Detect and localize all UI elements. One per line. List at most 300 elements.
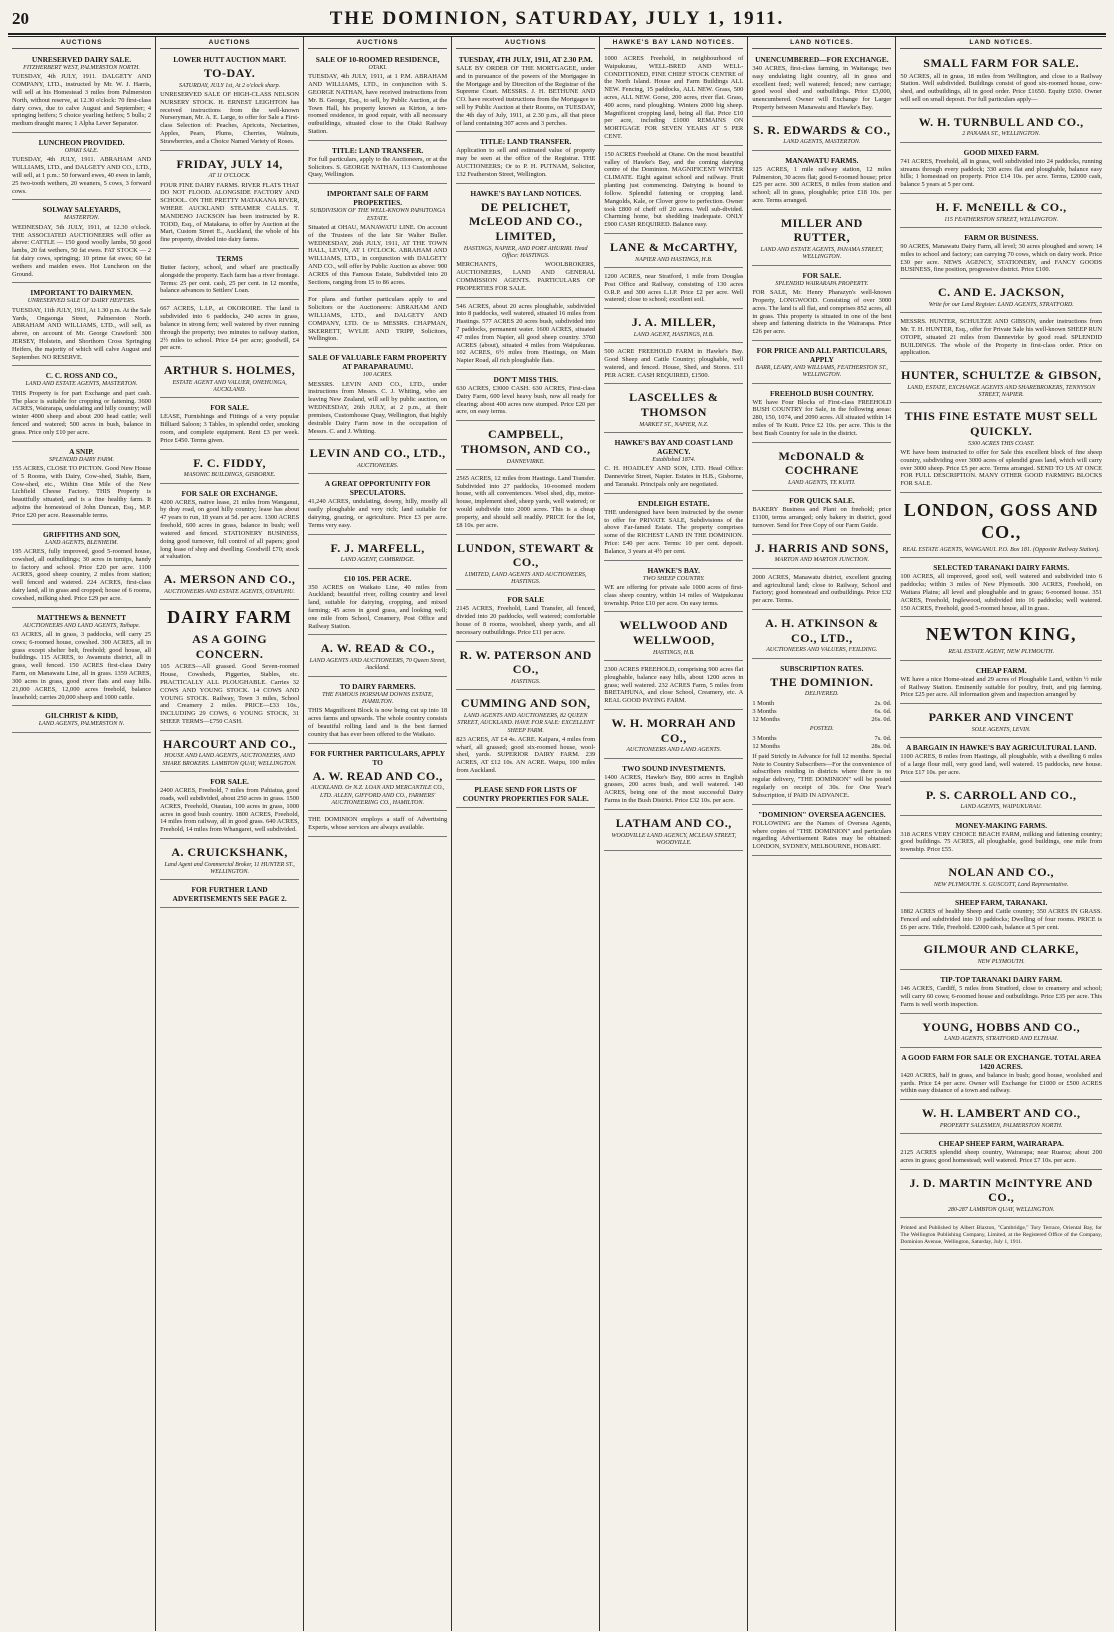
column-7 [896, 37, 1106, 1631]
column-heading: HAWKE'S BAY LAND NOTICES. [604, 39, 743, 49]
advertisement [604, 311, 743, 343]
ad-subheading: AUCTIONEERS AND LAND AGENTS, Taihape. [23, 622, 140, 629]
ad-advertiser-name: THIS FINE ESTATE MUST SELL QUICKLY. [904, 409, 1098, 439]
ad-subheading: SUBDIVISION OF THE WELL-KNOWN PAPAITONGA ESTATE. [310, 208, 446, 222]
ad-subheading: BARR, LEARY, AND WILLIAMS, FEATHERSTON ST., WELLINGTON. [755, 365, 888, 379]
advertisement [752, 386, 891, 443]
ad-heading: "DOMINION" OVERSEA AGENCIES. [758, 809, 886, 819]
ad-body-text: Situated at OHAU, MANAWATU LINE. On account of the Trustees of the late Sir Walter Buller. WEDNESDAY, 26th JULY, 1911, AT THE TOWN HALL, LEVIN, AT 1 O'CLOCK. ABRAHAM AND WILLIAMS, LTD., in conjunction with DALGETY AND CO., will offer by Public Auction as above: 900 ACRES of this Famous Estate, Subdivided into 20 Sections, ranging from 15 to 86 acres. [308, 223, 448, 286]
advertisement [900, 972, 1102, 1013]
advertisement [900, 145, 1102, 194]
ad-advertiser-name: J. HARRIS AND SONS, [754, 540, 889, 555]
ad-subheading: OPAKI SALE. [64, 147, 99, 154]
ad-body-text: 2000 ACRES, Manawatu district, excellent grazing and agricultural land; close to Railway, School and Factory; good homestead and outbuildings. Price £32 per acre. Terms. [752, 573, 892, 605]
advertisement [900, 111, 1102, 143]
ad-heading: MANAWATU FARMS. [785, 155, 859, 165]
advertisement [160, 153, 299, 249]
ad-body-text: TUESDAY, 11th JULY, 1911, At 1.30 p.m. At the Sale Yards, Ongaonga Street, Palmerston North. ABRAHAM AND WILLIAMS, LTD., will sell, as above, on account of Mr. George Crawford: 300 JERSEY, Holstein, and Shorthorn Cross Springing Heifers, the majority of which will calve August and September. NO RESERVE. [12, 306, 152, 361]
rate-period: 3 Months [752, 735, 777, 743]
ad-heading: GILCHRIST & KIDD, [45, 711, 118, 721]
ad-advertiser-name: MILLER AND RUTTER, [780, 215, 863, 245]
ad-advertiser-name: FRIDAY, JULY 14, [176, 156, 283, 171]
ad-advertiser-name: LUNDON, STEWART & CO., [456, 540, 595, 570]
ad-subheading: SPLENDID DAIRY FARM. [49, 456, 114, 463]
ad-advertiser-name: HARCOURT AND CO., [162, 736, 297, 751]
advertisement [160, 882, 299, 908]
ad-body-text: 2400 ACRES, Freehold, 7 miles from Pahiatua, good roads, well subdivided, about 250 acres in grass. 1500 ACRES, Freehold, Otautau, 100 acres in grass, 1000 acres in good bush country. 1800 ACRES, Freehold, 14 miles from railway, all in good grass. 640 ACRES, Freehold, 14 miles from Whangarei, well subdivided. [160, 787, 300, 834]
advertisement [900, 706, 1102, 738]
advertisement [160, 452, 299, 484]
ad-advertiser-name: F. J. MARFELL, [330, 540, 425, 555]
ad-body-text: MERCHANTS, WOOLBROKERS, AUCTIONEERS, LAND AND GENERAL COMMISSION AGENTS. PARTICULARS OF PROPERTIES FOR SALE. [456, 261, 596, 292]
ad-subheading: ESTATE AGENT AND VALUER, ONEHUNGA, AUCKLAND. [172, 379, 287, 394]
advertisement [308, 537, 447, 569]
ad-heading: CHEAP SHEEP FARM, WAIRARAPA. [938, 1139, 1064, 1149]
ad-body-text: WE have a nice Home-stead and 29 acres of Ploughable Land, within ½ mile of Railway Station. Eminently suitable for poultry, fruit, and pig farming. Price £25 per acre. All information given and inspection arranged by [900, 675, 1103, 699]
advertisement [900, 230, 1102, 279]
ad-heading: IMPORTANT TO DAIRYMEN. [30, 288, 133, 298]
ad-body-text: 2565 ACRES, 12 miles from Hastings. Land Transfer. Subdivided into 27 paddocks, 10-roomed modern house, with all conveniences. Wool shed, dip, motor-house, implement shed, sheep yards, well watered; or would subdivide into 2000 acres. This is a cheap property, and should sell readily. PRICE for the lot, £8 10s. per acre. [456, 474, 596, 529]
ad-heading: HAWKE'S BAY. [647, 565, 700, 575]
advertisement [900, 560, 1102, 617]
ad-subheading: PROPERTY SALESMEN, PALMERSTON NORTH. [939, 1122, 1063, 1129]
ad-heading: SUBSCRIPTION RATES. [780, 663, 864, 673]
ad-subheading: LAND AGENTS, MASTERTON. [783, 139, 861, 146]
ad-body-text: 667 ACRES, L.I.P., at OKOROIRE. The land is subdivided into 6 paddocks, 240 acres in grass, balance in strong fern; well watered by river running through the property; two minutes to railway station, 2½ miles to school. Price £4 per acre; goodwill, £4 per acre. [160, 305, 300, 352]
ad-body-text: C. H. HOADLEY AND SON, LTD. Head Office: Dannevirke Street, Napier. Estates in H.B., Gisborne, and Taranaki. Principals only are negotiated. [604, 465, 744, 488]
advertisement [604, 435, 743, 494]
advertisement [752, 343, 891, 384]
advertisement [308, 186, 447, 291]
rate-price: 7s. 0d. [874, 735, 892, 743]
ad-subheading: FITZHERBERT WEST, PALMERSTON NORTH. [23, 64, 140, 71]
ad-body-text: THE DOMINION employs a staff of Advertising Experts, whose services are always available. [308, 816, 448, 832]
advertisement [160, 486, 299, 567]
advertisement [900, 895, 1102, 936]
advertisement [900, 1016, 1102, 1048]
ad-heading: FOR FURTHER PARTICULARS, APPLY TO [310, 748, 446, 767]
ad-heading: HAWKE'S BAY AND COAST LAND AGENCY. [614, 437, 733, 456]
ad-subheading: 100 ACRES. [362, 372, 393, 379]
column-heading: AUCTIONS [308, 39, 447, 49]
ad-body-text: 546 ACRES, about 20 acres ploughable, subdivided into 8 paddocks, well watered, situated 16 miles from Hastings. 577 ACRES 20 acres bush, subdivided into 7 paddocks, permanent water. 1600 ACRES, situated 47 miles from Napier, all good sheep country. 3760 ACRES (about), situated 4 miles from Waipukurau. 102 ACRES, 6½ miles from Hastings, on Main Napier Road, all rich ploughable flats. [456, 302, 596, 365]
ad-subheading: AUCTIONEERS AND VALUERS, FEILDING. [766, 647, 878, 654]
ad-body-text: 350 ACRES on Waikato Line, 40 miles from Auckland; beautiful river, rolling country and level land, suitable for dairying, cropping, and mixed farming; 45 acres in good grass, and looking well; one mile from School, Creamery, Post Office and Railway Station. [308, 583, 448, 630]
ad-body-text: MESSRS. LEVIN AND CO., LTD., under instructions from Messrs. C. J. Whiting, who are leaving New Zealand, will sell by public auction, on WEDNESDAY, 26th JULY, at 2 p.m., at their premises, Customhouse Quay, Wellington, that highly desirable Dairy Farm now in the occupation of Messrs. C. and J. Whiting. [308, 380, 448, 435]
advertisement [900, 619, 1102, 660]
ad-subheading: WOODVILLE LAND AGENCY, MCLEAN STREET, WOODVILLE. [611, 832, 737, 846]
column-heading: LAND NOTICES. [900, 39, 1102, 49]
ad-body-text: FOUR FINE DAIRY FARMS. RIVER FLATS THAT DO NOT FLOOD. ALONGSIDE FACTORY AND SCHOOL. ON THE PRETTY MATAKANA RIVER, WHERE AUCKLAND STEAMER CALLS. T. MANDENO JACKSON has been instructed by R. TODD, Esq., of Matakana, to offer by Auction at the Mart, Custom Street E., Auckland, the whole of his fine property, divided into dairy farms. [160, 181, 300, 244]
advertisement [900, 663, 1102, 704]
advertisement [12, 285, 151, 366]
ad-subheading: LAND AGENTS, TE KUITI. [788, 479, 856, 486]
subscription-rates-posted [752, 735, 891, 751]
advertisement [456, 472, 595, 535]
advertisement [308, 476, 447, 534]
rate-price: 6s. 6d. [874, 708, 892, 716]
advertisement [900, 281, 1102, 313]
ad-advertiser-name: AS A GOING CONCERN. [192, 632, 268, 661]
advertisement [900, 784, 1102, 816]
advertisement [160, 359, 299, 398]
ad-subheading: AUCTIONEERS. [357, 462, 399, 469]
advertisement [160, 251, 299, 300]
ad-subheading: HASTINGS, NAPIER, AND PORT AHURIRI. Head Office: HASTINGS. [463, 245, 588, 259]
ad-subheading: DELIVERED. [804, 691, 839, 698]
ad-advertiser-name: McDONALD & COCHRANE [778, 448, 866, 478]
advertisement [604, 563, 743, 613]
rates-posted-label: POSTED. [809, 725, 834, 732]
ad-heading: FOR SALE. [802, 270, 842, 280]
column-heading: LAND NOTICES. [752, 39, 891, 49]
ad-heading: TIP-TOP TARANAKI DAIRY FARM. [940, 975, 1063, 985]
ad-heading: UNRESERVED DAIRY SALE. [31, 54, 132, 64]
advertisement [12, 135, 151, 200]
ad-body-text: WEDNESDAY, 5th JULY, 1911, at 12.30 o'clock. THE ASSOCIATED AUCTIONEERS will offer as above: CATTLE — 150 good woolly lambs, 50 good lambs, 20 fat wethers, 50 fat ewes. FAT STOCK — 2 fat dairy cows, springing; 10 prime fat ewes; 60 fat wethers and maiden ewes. Hot Luncheon on the Ground. [12, 223, 152, 278]
ad-subheading: AT 11 O'CLOCK. [208, 173, 251, 180]
ad-advertiser-name: W. H. MORRAH AND CO., [611, 716, 737, 745]
ad-advertiser-name: J. A. MILLER, [631, 315, 716, 330]
ad-heading: SOLWAY SALEYARDS, [42, 205, 121, 215]
advertisement [12, 527, 151, 608]
ad-advertiser-name: H. F. McNEILL & CO., [935, 200, 1067, 215]
ad-subheading: LAND AGENTS, PALMERSTON N. [38, 721, 125, 728]
ad-body-text: 2125 ACRES splendid sheep country, Wairarapa; near Ruaroa; about 200 acres in grass; good homestead; well watered. Price £7 10s. per acre. [900, 1149, 1103, 1164]
ad-subheading: 115 FEATHERSTON STREET, WELLINGTON. [944, 216, 1059, 223]
advertisement [604, 614, 743, 661]
ad-body-text: 105 ACRES—All grassed. Good Seven-roomed House, Cowsheds, Piggeries, Stables, etc. PRACTICALLY ALL PLOUGHABLE. Carries 32 COWS AND YOUNG STOCK. 14 COWS AND YOUNG STOCK. Railway, Town 3 miles, School and Creamery 2 miles. PRICE—£33 10s., INCLUDING 29 COWS, 6 YOUNG STOCK, 31 SHEEP. TERMS—£750 CASH. [160, 663, 300, 725]
ad-advertiser-name: CUMMING AND SON, [460, 696, 591, 711]
ad-subheading: LAND AND ESTATE AGENTS, MASTERTON. [25, 381, 138, 388]
rate-row [752, 735, 891, 743]
ad-body-text: TUESDAY, 4th JULY, 1911. DALGETY AND COMPANY, LTD., instructed by Mr. W. J. Harris, will sell at his Homestead 3 miles from Palmerston North, without reserve, at 12.30 o'clock: 70 first-class dairy cows, due to calve August and September; 4 springing heifers; 5 choice yearling heifers; 5 bulls; 2 medium draught mares; 1 Alpha Lever Separator. [12, 73, 152, 128]
ad-subheading: 2 PANAMA ST., WELLINGTON. [962, 131, 1041, 138]
ad-advertiser-name: ARTHUR S. HOLMES, [163, 363, 296, 378]
advertisement [900, 52, 1102, 109]
ad-subheading: UNRESERVED SALE OF DAIRY HEIFERS. [27, 298, 136, 305]
ad-body-text: 4200 ACRES, native lease, 21 miles from Wanganui, by dray road, on good hilly country; lease has about 47 years to run, 18 years at 5d. per acre. 1300 ACRES freehold, 600 acres in grass, balance in bush; well watered and fenced. STATIONERY BUSINESS, doing good turnover, full control of all papers; good long lease of shop and dwelling. Goodwill £70; stock at valuation. [160, 498, 300, 561]
ad-body-text: 2145 ACRES, Freehold, Land Transfer, all fenced, divided into 20 paddocks, well watered; comfortable house of 8 rooms, woolshed, sheep yards, and all necessary outbuildings. Price £11 per acre. [456, 605, 596, 636]
ad-body-text: 823 ACRES, AT £4 4s. ACRE. Kaipara, 4 miles from wharf, all grassed; good six-roomed house, wool-shed, yards. SUPERIOR DAIRY FARM. 239 ACRES, AT £12 10s. AN ACRE. Waipu, 100 miles from Auckland. [456, 735, 596, 775]
ad-heading: FOR QUICK SALE. [789, 496, 855, 506]
advertisement [900, 740, 1102, 781]
ad-body-text: THIS Property is for part Exchange and part cash. The place is suitable for cropping or fattening. 3600 ACRES, Wairarapa, undulating and hilly country; will winter 4000 sheep and about 200 head cattle; well fenced and watered; 500 acres in bush, balance in grass. Price only £10 per acre. [12, 389, 152, 436]
ad-subheading: 5300 ACRES THIS COAST. [967, 440, 1035, 447]
advertisement [308, 350, 447, 440]
advertisement [900, 196, 1102, 228]
advertisement [752, 52, 891, 117]
ad-display-heading: DAIRY FARM [167, 607, 293, 628]
advertisement [456, 782, 595, 808]
ad-body-text: SALE BY ORDER OF THE MORTGAGEE, under and in pursuance of the powers of the Mortgagee in the Mortgage and by Direction of the Registrar of the Supreme Court. MESSRS. J. H. BETHUNE AND CO. have received instructions from the Mortgagee to sell by Public Auction at their Rooms, on TUESDAY, the 4th day of July, 1911, at 2.30 p.m., all that piece of land containing 307 acres and 3 perches. [456, 64, 596, 127]
ad-body-text: 1200 ACRES, near Stratford, 1 mile from Douglas Post Office and Railway, consisting of 130 acres O.R.P. and 300 acres L.I.P. Price £2 per acre. Well watered; close to school; excellent soil. [604, 272, 744, 304]
ad-subheading: Established 1874. [652, 456, 696, 463]
ad-subheading: OTAKI. [368, 64, 387, 71]
ad-heading: A BARGAIN IN HAWKE'S BAY AGRICULTURAL LAND. [906, 743, 1097, 753]
rate-row [752, 716, 891, 724]
ad-heading: A GREAT OPPORTUNITY FOR SPECULATORS. [324, 479, 431, 498]
ad-body-text: 1000 ACRES Freehold, in neighbourhood of Waipukurau, WELL-BRED AND WELL-CONDITIONED, FINE CHIEF STOCK CENTRE of the North Island. House and Farm Buildings ALL NEW. Fencing, 15 paddocks, ALL NEW. Grass, 500 acres, ALL NEW. Gorse, 200 acres, river flat. Grass, 400 acres, rand ploughing. Winters 2000 big sheep. Magnificent cropping land, being all flat. Price £10 per acre, including £1000 REMAINS ON MORTGAGE FOR SEVEN YEARS AT 5 PER CENT. [604, 54, 744, 141]
ad-subheading: REAL ESTATE AGENT, NEW PLYMOUTH. [948, 649, 1055, 656]
advertisement [160, 302, 299, 357]
ad-heading: LOWER HUTT AUCTION MART. [173, 54, 286, 64]
ad-heading: FOR FURTHER LAND ADVERTISEMENTS SEE PAGE 2. [172, 885, 287, 904]
ad-body-text: 125 ACRES, 1 mile railway station, 12 miles Palmerston, 30 acres flat; good 6-roomed house; price £25 per acre. 300 ACRES, 8 miles from station and school; all in grass, ploughable; price £18 10s. per acre. Terms arranged. [752, 165, 892, 205]
advertisement [456, 423, 595, 470]
advertisement [456, 134, 595, 183]
ad-heading: FOR SALE OR EXCHANGE. [181, 488, 278, 498]
ad-advertiser-name: TO-DAY. [203, 65, 256, 80]
advertisement [308, 143, 447, 184]
advertisement [900, 1050, 1102, 1101]
ad-advertiser-name: F. C. FIDDY, [193, 455, 266, 470]
rate-price: 2s. 0d. [874, 700, 892, 708]
ad-body-text: 50 ACRES, all in grass, 18 miles from Wellington, and close to a Railway Station. Well subdivided. Buildings consist of good six-roomed house, cow-shed, and outbuildings, all in good order. Price £1650. Equity £650. Owner will sell on small deposit. For full particulars apply— [900, 72, 1103, 103]
ad-advertiser-name: W. H. LAMBERT AND CO., [921, 1106, 1081, 1121]
advertisement [308, 571, 447, 636]
subscription-rates-delivered [752, 700, 891, 723]
ad-heading: LUNCHEON PROVIDED. [38, 137, 125, 147]
advertisement [160, 774, 299, 839]
ad-heading: GOOD MIXED FARM. [963, 147, 1039, 157]
ad-body-text: 100 ACRES, all improved, good soil, well watered and subdivided into 6 paddocks; within 3 miles of New Plymouth. 300 ACRES, Freehold, on Waitara Plains; all level and ploughable and in grass; 6-roomed house. 351 ACRES, Freehold, Inglewood, subdivided into 16 paddocks; well watered. 150 ACRES, Freehold, good 5-roomed house, all in grass. [900, 573, 1103, 612]
advertisement [900, 364, 1102, 403]
ad-subheading: LAND AGENTS AND AUCTIONEERS, 70 Queen Street, Auckland. [309, 658, 446, 672]
advertisement [12, 610, 151, 707]
ad-advertiser-name: LANE & McCARTHY, [610, 239, 738, 254]
advertisement [456, 372, 595, 421]
ad-advertiser-name: A. MERSON AND CO., [163, 572, 296, 587]
advertisement [456, 592, 595, 641]
ad-advertiser-name: W. H. TURNBULL AND CO., [918, 114, 1084, 129]
ad-body-text: THE undersigned have been instructed by the owner to offer for PRIVATE SALE, Subdivisions of the above Far-famed Estate. The property comprises some of the RICHEST LAND IN THE DOMINION. Price: £40 per acre. Terms: 10 per cent. deposit. Balance, 3 years at 4½ per cent. [604, 508, 744, 555]
ad-body-text: Butter factory, school, and wharf are practically alongside the property. Each farm has a river frontage. Terms: 25 per cent. cash, 25 per cent. in 12 months, balance advances to Settlers' Loan. [160, 264, 300, 295]
advertisement [752, 119, 891, 151]
ad-subheading: NEW PLYMOUTH. S. GUSCOTT, Land Representative. [933, 881, 1069, 888]
ad-body-text: THIS Magnificent Block is now being cut up into 18 acres farms and upwards. The whole country consists of beautiful rolling land and is the best farmed country that has ever been offered to the Waikato. [308, 707, 448, 738]
advertisement [900, 315, 1102, 362]
ad-subheading: MARTON AND MARTON JUNCTION. [774, 557, 870, 564]
ad-body-text: WE are offering for private sale 1000 acres of first-class sheep country, within 14 miles of Waipukurau township. Price £10 per acre. On easy terms. [604, 583, 744, 607]
ad-heading: TO DAIRY FARMERS. [339, 681, 416, 691]
ad-heading: UNENCUMBERED—FOR EXCHANGE. [755, 54, 889, 64]
ad-body-text: MESSRS. HUNTER, SCHULTZE AND GIBSON, under instructions from Mr. T. H. HUNTER, Esq., offer for Private Sale his well-known SHEEP RUN OTOPE, situated 21 miles from Dannevirke by good road. SPLENDID BUILDINGS. The whole of the Property in first-class order. Price on application. [900, 318, 1103, 357]
advertisement [752, 537, 891, 569]
advertisement [160, 602, 299, 731]
ad-advertiser-name: DE PELICHET, McLEOD AND CO., LIMITED, [468, 199, 583, 244]
advertisement [604, 345, 743, 384]
ad-heading: ENDLEIGH ESTATE. [637, 498, 710, 508]
advertisement [604, 386, 743, 433]
advertisement [900, 818, 1102, 859]
column-2 [156, 37, 304, 1631]
advertisement [900, 495, 1102, 558]
ad-heading: MONEY-MAKING FARMS. [955, 820, 1047, 830]
advertisement [160, 52, 299, 151]
advertisement [900, 405, 1102, 493]
ad-subheading: LIMITED, LAND AGENTS AND AUCTIONEERS, HASTINGS. [465, 571, 587, 586]
advertisement [752, 268, 891, 341]
ad-heading: FOR SALE. [210, 777, 249, 787]
advertisement [12, 444, 151, 525]
advertisement [900, 938, 1102, 970]
advertisement [12, 202, 151, 283]
rate-price: 28s. 0d. [871, 743, 892, 751]
ad-advertiser-name: A. W. READ & CO., [320, 641, 435, 656]
advertisement [12, 52, 151, 133]
advertisement [752, 612, 891, 659]
ad-heading: FARM OR BUSINESS. [964, 232, 1039, 242]
ad-advertiser-name: A. CRUICKSHANK, [171, 844, 288, 859]
ad-display-heading: LONDON, GOSS AND CO., [903, 500, 1099, 543]
column-4 [452, 37, 600, 1631]
ad-body-text: 195 ACRES, fully improved, good 5-roomed house, cowshed, all outbuildings; 30 acres in turnips, handy to factory and school. Price £20 per acre. 1100 ACRES, good sheep country, 2 miles from station; well fenced and watered. 224 ACRES, first-class dairy land, all in grass and cropped; house of 6 rooms, cowshed, milking shed. Price £29 per acre. [12, 548, 152, 602]
ad-advertiser-name: LATHAM AND CO., [615, 815, 732, 830]
ad-body-text: TUESDAY, 4th JULY, 1911. ABRAHAM AND WILLIAMS, LTD., and DALGETY AND CO., LTD., will sell, at 1 p.m.: 50 forward ewes, 40 ewes in lamb, 25 two-tooth wethers, 20 weaners, 5 cows, 3 forward cows. [12, 156, 152, 195]
ad-body-text: 741 ACRES, Freehold, all in grass, well subdivided into 24 paddocks, running streams through every paddock; 330 acres flat and ploughable, balance easy hills; 1 homestead on property. Price £14 10s. per acre. Terms, £2000 cash, balance 5 years at 5 per cent. [900, 157, 1103, 189]
ad-body-text: 63 ACRES, all in grass, 3 paddocks, will carry 25 cows; 6-roomed house, cowshed. 300 ACRES, all in grass except shelter belt, freehold; good house, all buildings. 115 ACRES, to Awamutu district, all in grass, well fenced. 150 ACRES first-class Dairy Farm, on Manawatu Line, all in grass. 1359 ACRES, 300 acres in grass, good river flats and easy hills. 21,000 ACRES, 12,000 acres freehold, balance leasehold; carries 20,000 sheep and 1000 cattle. [12, 631, 152, 701]
ad-heading: TITLE: LAND TRANSFER. [480, 137, 572, 147]
rate-period: 1 Month [752, 700, 775, 708]
advertisement [308, 746, 447, 812]
column-heading: AUCTIONS [160, 39, 299, 49]
column-1 [8, 37, 156, 1631]
advertisement [160, 568, 299, 600]
ad-subheading: NEW PLYMOUTH. [977, 959, 1025, 965]
rate-price: 26s. 0d. [871, 716, 892, 724]
ad-body-text: 1882 ACRES of healthy Sheep and Cattle country; 350 ACRES IN GRASS. Fenced and subdivided into 10 paddocks; Dwelling of four rooms. PRICE is £6 per acre. Title, Freehold. £2000 cash, balance at 5 per cent. [900, 907, 1103, 931]
ad-heading: IMPORTANT SALE OF FARM PROPERTIES. [326, 189, 429, 208]
ad-heading: DON'T MISS THIS. [493, 375, 558, 385]
ad-subheading: LAND, ESTATE, EXCHANGE AGENTS AND SHAREBROKERS, TENNYSON STREET, NAPIER. [907, 384, 1096, 399]
ad-body-text: If paid Strictly in Advance for full 12 months. Special Note to Country Subscribers—For the convenience of subscribers residing in districts where there is no regular delivery, "THE DOMINION" will be posted regularly on receipt of 30s. for One Year's Subscription, if PAID IN ADVANCE. [752, 752, 892, 799]
ad-body-text: LEASE, Furnishings and Fittings of a very popular Billiard Saloon; 3 Tables, in splendid order, smoking room, and complete equipment. Rent £3 per week. Price £450. Terms given. [160, 413, 300, 444]
ad-advertiser-name: J. D. MARTIN McINTYRE AND CO., [909, 1175, 1093, 1205]
column-6 [748, 37, 896, 1631]
ad-heading: A SNIP. [69, 446, 94, 456]
masthead [8, 6, 1106, 35]
ad-heading: A GOOD FARM FOR SALE OR EXCHANGE. TOTAL AREA 1420 ACRES. [901, 1052, 1102, 1071]
ad-advertiser-name: P. S. CARROLL AND CO., [925, 787, 1077, 802]
ad-heading: TUESDAY, 4TH JULY, 1911, AT 2.30 P.M. [458, 54, 593, 64]
ad-subheading: Write for our Land Register. LAND AGENTS, STRATFORD. [928, 301, 1074, 308]
ad-heading: TWO SOUND INVESTMENTS. [622, 763, 726, 773]
advertisement [456, 186, 595, 298]
ad-subheading: SOLE AGENTS, LEVIN. [971, 726, 1031, 733]
ad-heading: SELECTED TARANAKI DAIRY FARMS. [933, 563, 1070, 573]
ad-body-text: UNRESERVED SALE OF HIGH-CLASS NELSON NURSERY STOCK. H. ERNEST LEIGHTON has received instructions from the well-known Nurseryman, Mr. A. E. Large, to offer for Sale a First-class Selection of: Peaches, Apricots, Nectarines, Apples, Pears, Plums, Cherries, Walnuts, Strawberries, and a Choice Named Variety of Roses. [160, 90, 300, 145]
advertisement [752, 153, 891, 210]
rate-row [752, 708, 891, 716]
ad-advertiser-name: CAMPBELL, THOMSON, AND CO., [460, 427, 591, 456]
ad-subheading: SPLENDID WAIRARAPA PROPERTY. [775, 280, 869, 287]
ad-advertiser-name: GILMOUR AND CLARKE, [923, 942, 1079, 957]
ad-subheading: AUCKLAND. Or N.Z. LOAN AND MERCANTILE CO., LTD. ALLEN, GIFFORD AND CO., FARMERS' AUCTIONEERING CO., HAMILTON. [310, 785, 445, 806]
advertisement [308, 679, 447, 744]
advertisement [12, 708, 151, 732]
advertisement [604, 812, 743, 851]
advertisement [900, 1102, 1102, 1134]
ad-subheading: LAND AGENT, CAMBRIDGE. [340, 557, 415, 564]
advertisement [604, 236, 743, 268]
ad-heading: FOR SALE. [210, 403, 249, 413]
advertisement [308, 293, 447, 348]
advertisement [308, 442, 447, 474]
ad-body-text: 146 ACRES, Cardiff, 5 miles from Stratford, close to creamery and school; will carry 60 cows; 6-roomed house and outbuildings. Price £35 per acre. This Farm is well worth inspection. [900, 985, 1103, 1008]
column-heading: AUCTIONS [456, 39, 595, 49]
ad-advertiser-name: YOUNG, HOBBS AND CO., [922, 1019, 1081, 1034]
ad-subheading: Land Agent and Commercial Broker, 11 HUNTER ST., WELLINGTON. [164, 861, 295, 875]
ad-advertiser-name: LASCELLES & THOMSON [629, 390, 719, 419]
ad-advertiser-name: PARKER AND VINCENT [928, 710, 1074, 725]
ad-body-text: TUESDAY, 4th JULY, 1911, at 1 P.M. ABRAHAM AND WILLIAMS, LTD., in conjunction with S. GEORGE NATHAN, have received instructions from Mr. B. George, Esq., to sell, by Public Auction, at the Town Hall, his property known as Kirton, a ten-roomed residence, in good repair, with all necessary outbuildings, situated close to the Otaki Railway Station. [308, 73, 448, 135]
ad-advertiser-name: WELLWOOD AND WELLWOOD, [619, 618, 729, 648]
advertisement [308, 637, 447, 676]
ad-body-text: 318 ACRES VERY CHOICE BEACH FARM, milking and fattening country; good buildings. 75 ACRES, all ploughable, good buildings, one mile from township. Price £55. [900, 830, 1103, 854]
ad-advertiser-name: NOLAN AND CO., [948, 864, 1055, 879]
ad-heading: HAWKE'S BAY LAND NOTICES. [470, 188, 582, 198]
ad-heading: PLEASE SEND FOR LISTS OF COUNTRY PROPERTIES FOR SALE. [462, 784, 589, 803]
ad-subheading: REAL ESTATE AGENTS, WANGANUI. P.O. Box 181. (Opposite Railway Station). [902, 547, 1100, 554]
ad-body-text: 155 ACRES, CLOSE TO PICTON. Good New House of 5 Rooms, with Dairy, Cow-shed, Stable, Barn, Cow-shed, etc., Within One Mile of the New Lichfield Cheese Factory. THIS Property is beautifully situated, and is a fine healthy farm. It adjoins the homestead of John Duncan, Esq., M.P. Price £20 per acre. Reasonable terms. [12, 464, 152, 519]
ad-body-text: 500 ACRE FREEHOLD FARM in Hawke's Bay. Good Sheep and Cattle Country; ploughable, well watered, and fenced. House, Shed, and Stores. £11 PER ACRE. CASH REQUIRED, £1500. [604, 348, 744, 379]
ad-heading: MATTHEWS & BENNETT [37, 612, 127, 622]
advertisement [456, 692, 595, 780]
ad-heading: TERMS [216, 254, 243, 264]
ad-heading: FOR PRICE AND ALL PARTICULARS, APPLY [756, 345, 888, 364]
advertisement [160, 733, 299, 772]
advertisement [160, 400, 299, 449]
ad-body-text: FOR SALE, Mr. Henry Pharazyn's well-known Property, LONGWOOD. Consisting of over 3000 acres. The land is all flat, and comprises 852 acres, all in grass. This property is situated in one of the best sheep and fattening districts in the Wairarapa. Price £26 per acre. [752, 289, 892, 336]
ad-subheading: LAND AGENTS, STRATFORD AND ELTHAM. [944, 1036, 1059, 1043]
ad-advertiser-name: SMALL FARM FOR SALE. [923, 55, 1080, 70]
ad-heading: C. C. ROSS AND CO., [45, 371, 118, 381]
ad-subheading: HASTINGS. [511, 678, 541, 685]
ad-heading: TITLE: LAND TRANSFER. [332, 145, 424, 155]
ad-subheading: MASONIC BUILDINGS, GISBORNE. [183, 472, 276, 479]
column-5 [600, 37, 748, 1631]
advertisement [604, 712, 743, 759]
ad-body-text: Application to sell and estimated value of property may be seen at the office of the Registrar. THE AUCTIONEERS; Or to P. H. PUTNAM, Solicitor, 132 Featherston Street, Wellington. [456, 147, 596, 178]
ad-advertiser-name: HUNTER, SCHULTZE & GIBSON, [901, 368, 1102, 383]
advertisement [900, 861, 1102, 893]
advertisement [604, 761, 743, 810]
ad-body-text: For full particulars, apply to the Auctioneers, or at the Solicitors. S. GEORGE NATHAN, 113 Customhouse Quay, Wellington. [308, 155, 448, 179]
advertisement [604, 663, 743, 710]
ad-subheading: LAND AND ESTATE AGENTS, PANAMA STREET, WELLINGTON. [760, 247, 884, 261]
ad-body-text: WE have Four Blocks of First-class FREEHOLD BUSH COUNTRY for Sale, in the following areas: 280, 150, 1074, and 2090 acres. All situated within 14 miles of Te Kuiti. Price £2 10s. per acre. This is the best Bush Country for sale in the district. [752, 398, 892, 437]
ad-advertiser-name: LEVIN AND CO., LTD., [309, 446, 446, 461]
ad-subheading: AUCTIONEERS AND ESTATE AGENTS, OTAHUHU. [164, 588, 295, 595]
ad-subheading: 280-287 LAMBTON QUAY, WELLINGTON. [947, 1207, 1055, 1214]
advertisement [456, 537, 595, 591]
advertisement [752, 807, 891, 856]
ad-display-heading: NEWTON KING, [925, 624, 1077, 645]
ad-advertiser-name: R. W. PATERSON AND CO., [459, 647, 592, 677]
ad-body-text: 41,240 ACRES, undulating, downy, hilly, mostly all easily ploughable and very rich; land suitable for dairying, grazing, or agriculture. Price £3 per acre. Terms very easy. [308, 498, 448, 529]
advertisement [12, 368, 151, 441]
ad-body-text: 90 ACRES, Manawatu Dairy Farm, all level; 30 acres ploughed and sown; 14 miles to school and factory; can carrying 70 cows, which on dairy work. Price £30 per acre. NEWS AGENCY, STATIONERY, and FANCY GOODS BUSINESS, fine position, progressive district. Price £100. [900, 242, 1103, 274]
ad-advertiser-name: C. AND E. JACKSON, [938, 285, 1065, 300]
rate-period: 12 Months [752, 743, 780, 751]
ad-heading: SALE OF VALUABLE FARM PROPERTY AT PARAPARAUMU. [308, 353, 447, 372]
column-heading: AUCTIONS [12, 39, 151, 49]
page-number: 20 [12, 9, 29, 28]
rate-row [752, 743, 891, 751]
ad-body-text: 150 ACRES Freehold at Otane. On the most beautiful valley of Hawke's Bay, and the coming dairying centre of the Dominion. MAGNIFICENT WINTER CLIMATE. Eight against school and railway. Fruit planting just commencing. Dairying is bound to follow. Splendid fattening or cropping land. Mangolds, Kale, or Clover grow to perfection. Owner took £800 of cheff off 20 acres. Well sub-divided. Charming home, but shedding inadequate. ONLY £900 CASH REQUIRED. Balance easy. [604, 150, 744, 229]
ad-advertiser-name: A. H. ATKINSON & CO., LTD., [765, 615, 879, 645]
